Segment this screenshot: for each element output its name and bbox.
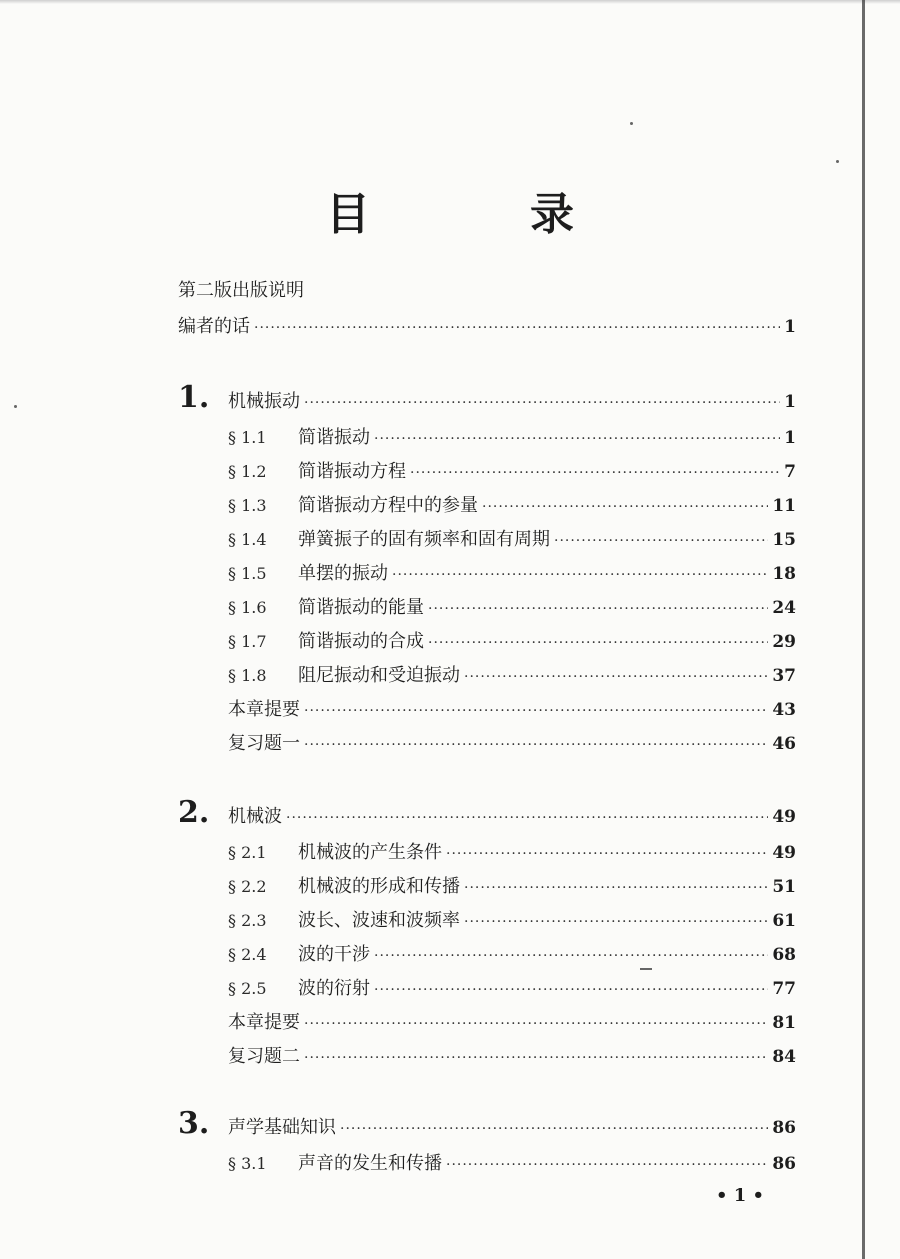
section-number: § 1.5 bbox=[228, 564, 267, 583]
section-number: § 1.6 bbox=[228, 598, 267, 617]
section-number: § 2.3 bbox=[228, 911, 267, 930]
section-title: 简谐振动 bbox=[298, 427, 370, 448]
section-number: § 1.2 bbox=[228, 462, 267, 481]
toc-section[interactable] bbox=[228, 593, 796, 619]
extra-title: 复习题二 bbox=[228, 1046, 300, 1067]
dot-leader bbox=[464, 880, 768, 896]
section-number: § 1.4 bbox=[228, 530, 267, 549]
toc-chapter-1[interactable] bbox=[178, 380, 796, 415]
section-title: 阻尼振动和受迫振动 bbox=[298, 665, 460, 686]
toc-section[interactable] bbox=[228, 661, 796, 687]
toc-chapter-2[interactable] bbox=[178, 795, 796, 830]
dot-leader bbox=[374, 982, 768, 998]
section-page: 77 bbox=[772, 979, 796, 999]
chapter-number: 2. bbox=[178, 795, 210, 830]
dot-leader bbox=[446, 846, 768, 862]
scan-speck bbox=[836, 160, 839, 163]
extra-title: 复习题一 bbox=[228, 733, 300, 754]
dot-leader bbox=[428, 601, 768, 617]
section-title: 波的干涉 bbox=[298, 944, 370, 965]
scan-speck bbox=[14, 405, 17, 408]
toc-chapter-3[interactable] bbox=[178, 1106, 796, 1141]
dot-leader bbox=[464, 669, 768, 685]
toc-section[interactable] bbox=[228, 906, 796, 932]
scan-top-edge bbox=[0, 0, 900, 4]
section-page: 61 bbox=[772, 911, 796, 931]
toc-section[interactable] bbox=[228, 423, 796, 449]
section-page: 86 bbox=[772, 1154, 796, 1174]
dot-leader bbox=[374, 431, 780, 447]
dot-leader bbox=[428, 635, 768, 651]
toc-front-entry[interactable] bbox=[178, 276, 796, 302]
section-title: 简谐振动的能量 bbox=[298, 597, 424, 618]
section-title: 声音的发生和传播 bbox=[298, 1153, 442, 1174]
page-number: • 1 • bbox=[715, 1185, 765, 1206]
section-title: 单摆的振动 bbox=[298, 563, 388, 584]
chapter-title: 声学基础知识 bbox=[228, 1117, 336, 1138]
section-title: 简谐振动的合成 bbox=[298, 631, 424, 652]
dot-leader bbox=[254, 320, 780, 336]
section-page: 68 bbox=[772, 945, 796, 965]
chapter-number: 1. bbox=[178, 380, 210, 415]
section-title: 机械波的形成和传播 bbox=[298, 876, 460, 897]
dot-leader bbox=[304, 703, 768, 719]
section-title: 简谐振动方程 bbox=[298, 461, 406, 482]
extra-page: 81 bbox=[772, 1013, 796, 1033]
section-page: 15 bbox=[772, 530, 796, 550]
section-page: 1 bbox=[784, 428, 796, 448]
chapter-number: 3. bbox=[178, 1106, 210, 1141]
section-page: 49 bbox=[772, 843, 796, 863]
section-title: 弹簧振子的固有频率和固有周期 bbox=[298, 529, 550, 550]
dot-leader bbox=[286, 810, 768, 826]
toc-section[interactable] bbox=[228, 525, 796, 551]
toc-entry-label: 编者的话 bbox=[178, 316, 250, 337]
extra-page: 84 bbox=[772, 1047, 796, 1067]
dot-leader bbox=[482, 499, 768, 515]
section-number: § 2.1 bbox=[228, 843, 267, 862]
dot-leader bbox=[554, 533, 768, 549]
chapter-title: 机械振动 bbox=[228, 391, 300, 412]
toc-chapter-extra[interactable] bbox=[228, 695, 796, 721]
chapter-page: 49 bbox=[772, 807, 796, 827]
section-page: 29 bbox=[772, 632, 796, 652]
toc-chapter-extra[interactable] bbox=[228, 1042, 796, 1068]
extra-title: 本章提要 bbox=[228, 1012, 300, 1033]
section-title: 机械波的产生条件 bbox=[298, 842, 442, 863]
chapter-page: 86 bbox=[772, 1118, 796, 1138]
chapter-page: 1 bbox=[784, 392, 796, 412]
section-page: 37 bbox=[772, 666, 796, 686]
toc-chapter-extra[interactable] bbox=[228, 729, 796, 755]
extra-page: 46 bbox=[772, 734, 796, 754]
toc-section[interactable] bbox=[228, 491, 796, 517]
toc-section[interactable] bbox=[228, 559, 796, 585]
section-number: § 2.5 bbox=[228, 979, 267, 998]
toc-chapter-extra[interactable] bbox=[228, 1008, 796, 1034]
section-page: 7 bbox=[784, 462, 796, 482]
dot-leader bbox=[304, 1050, 768, 1066]
dot-leader bbox=[464, 914, 768, 930]
section-number: § 1.1 bbox=[228, 428, 267, 447]
chapter-title: 机械波 bbox=[228, 806, 282, 827]
dot-leader bbox=[304, 395, 780, 411]
section-page: 18 bbox=[772, 564, 796, 584]
section-number: § 1.7 bbox=[228, 632, 267, 651]
toc-section[interactable] bbox=[228, 457, 796, 483]
toc-front-entry[interactable] bbox=[178, 312, 796, 338]
section-title: 波长、波速和波频率 bbox=[298, 910, 460, 931]
dot-leader bbox=[392, 567, 768, 583]
section-title: 简谐振动方程中的参量 bbox=[298, 495, 478, 516]
dot-leader bbox=[340, 1121, 768, 1137]
toc-entry-page: 1 bbox=[784, 317, 796, 337]
section-number: § 2.2 bbox=[228, 877, 267, 896]
dot-leader bbox=[410, 465, 780, 481]
section-number: § 3.1 bbox=[228, 1154, 267, 1173]
section-number: § 1.3 bbox=[228, 496, 267, 515]
toc-section[interactable] bbox=[228, 1149, 796, 1175]
toc-section[interactable] bbox=[228, 872, 796, 898]
page-title: 目 录 bbox=[326, 189, 632, 240]
toc-section[interactable] bbox=[228, 838, 796, 864]
section-page: 51 bbox=[772, 877, 796, 897]
dot-leader bbox=[446, 1157, 768, 1173]
section-page: 11 bbox=[772, 496, 796, 516]
section-number: § 2.4 bbox=[228, 945, 267, 964]
section-title: 波的衍射 bbox=[298, 978, 370, 999]
scan-speck bbox=[640, 968, 652, 970]
toc-section[interactable] bbox=[228, 627, 796, 653]
toc-section[interactable] bbox=[228, 974, 796, 1000]
toc-entry-label: 第二版出版说明 bbox=[178, 280, 304, 301]
section-number: § 1.8 bbox=[228, 666, 267, 685]
dot-leader bbox=[304, 1016, 768, 1032]
dot-leader bbox=[304, 737, 768, 753]
extra-title: 本章提要 bbox=[228, 699, 300, 720]
scan-speck bbox=[630, 122, 633, 125]
toc-section[interactable] bbox=[228, 940, 796, 966]
section-page: 24 bbox=[772, 598, 796, 618]
extra-page: 43 bbox=[772, 700, 796, 720]
dot-leader bbox=[374, 948, 768, 964]
